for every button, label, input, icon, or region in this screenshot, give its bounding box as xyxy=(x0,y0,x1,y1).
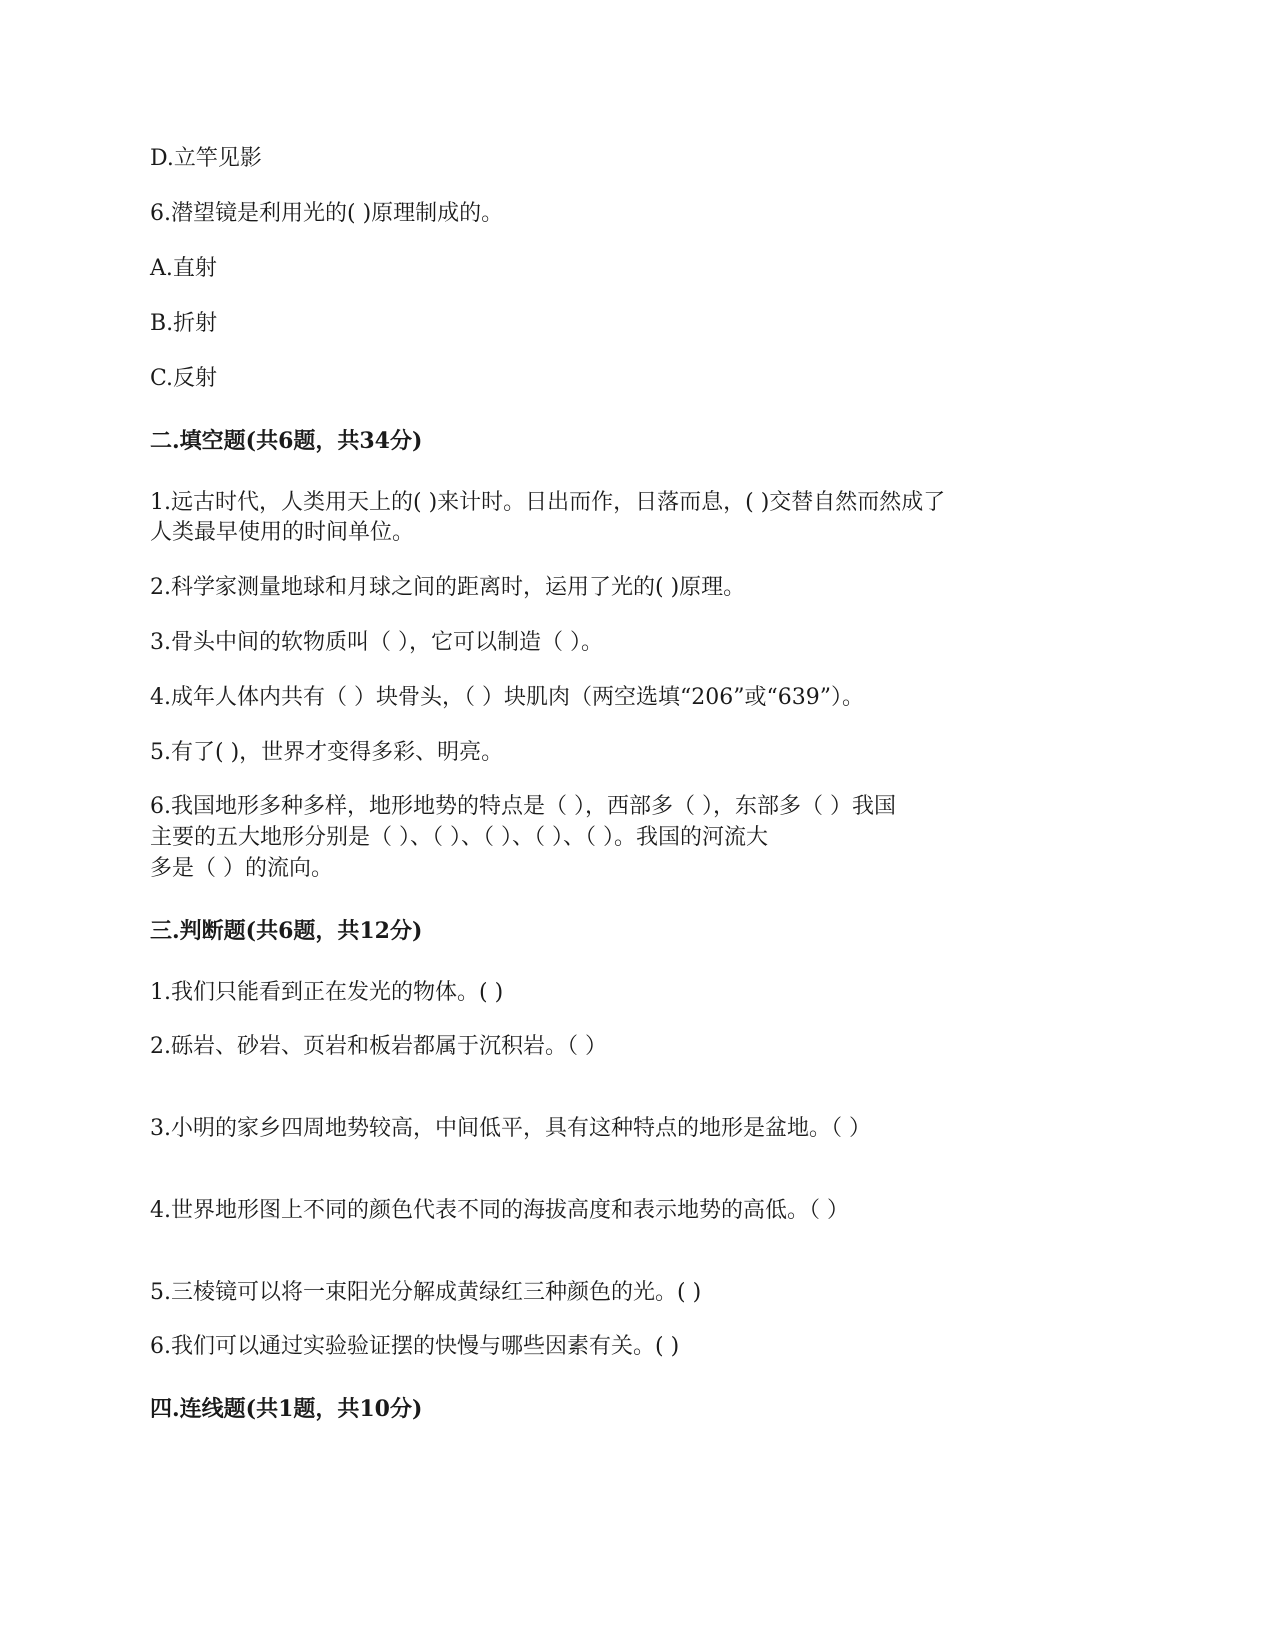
fill-q6-line1: 6.我国地形多种多样，地形地势的特点是（ ），西部多（ ），东部多（ ）我国 xyxy=(150,794,896,819)
section-heading-fill-blank: 二.填空题(共6题，共34分) xyxy=(150,428,423,454)
option-a: A.直射 xyxy=(150,256,217,281)
question-6-mc: 6.潜望镜是利用光的( )原理制成的。 xyxy=(150,201,504,226)
fill-q3: 3.骨头中间的软物质叫（ ），它可以制造（ ）。 xyxy=(150,630,603,655)
fill-q6-line3: 多是（ ）的流向。 xyxy=(150,856,333,881)
tf-q1: 1.我们只能看到正在发光的物体。( ) xyxy=(150,980,504,1005)
tf-q2: 2.砾岩、砂岩、页岩和板岩都属于沉积岩。（ ） xyxy=(150,1034,607,1059)
fill-q5: 5.有了( )，世界才变得多彩、明亮。 xyxy=(150,740,504,765)
fill-q6-line2: 主要的五大地形分别是（ ）、（ ）、（ ）、（ ）、（ ）。我国的河流大 xyxy=(150,825,768,850)
tf-q5: 5.三棱镜可以将一束阳光分解成黄绿红三种颜色的光。( ) xyxy=(150,1280,702,1305)
fill-q1-line1: 1.远古时代，人类用天上的( )来计时。日出而作，日落而息，( )交替自然而然成了 xyxy=(150,490,946,515)
option-c: C.反射 xyxy=(150,366,218,391)
fill-q4: 4.成年人体内共有（ ）块骨头，（ ）块肌肉（两空选填“206”或“639”）。 xyxy=(150,685,864,710)
section-heading-true-false: 三.判断题(共6题，共12分) xyxy=(150,918,423,944)
option-b: B.折射 xyxy=(150,311,218,336)
section-heading-matching: 四.连线题(共1题，共10分) xyxy=(150,1396,423,1422)
option-d: D.立竿见影 xyxy=(150,146,262,171)
tf-q3: 3.小明的家乡四周地势较高，中间低平，具有这种特点的地形是盆地。（ ） xyxy=(150,1116,871,1141)
tf-q6: 6.我们可以通过实验验证摆的快慢与哪些因素有关。( ) xyxy=(150,1334,680,1359)
fill-q2: 2.科学家测量地球和月球之间的距离时，运用了光的( )原理。 xyxy=(150,575,746,600)
fill-q1-line2: 人类最早使用的时间单位。 xyxy=(150,520,415,545)
tf-q4: 4.世界地形图上不同的颜色代表不同的海拔高度和表示地势的高低。（ ） xyxy=(150,1198,849,1223)
